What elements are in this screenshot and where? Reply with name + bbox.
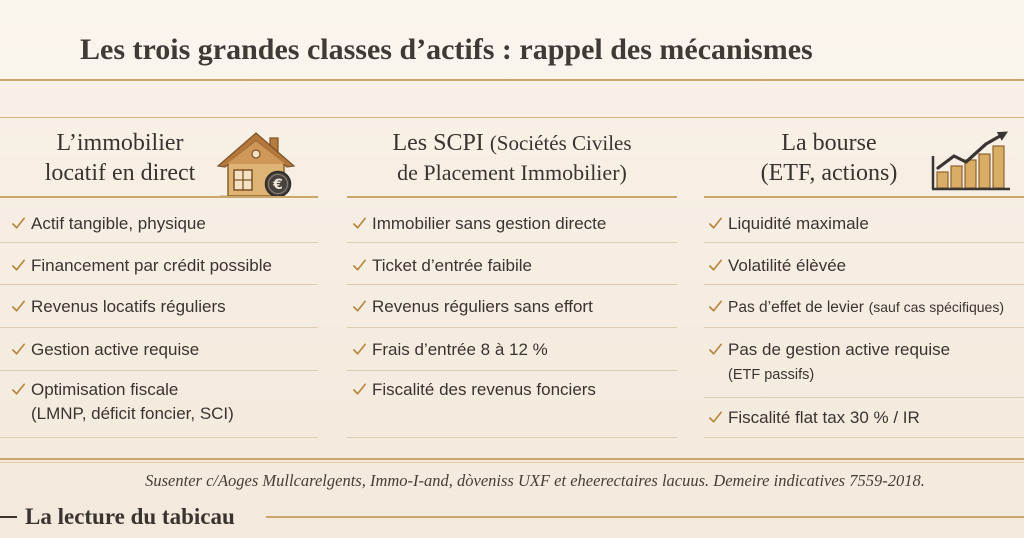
- check-icon: [11, 299, 26, 314]
- list-item: [347, 371, 677, 438]
- item-text: Ticket d’entrée faibile: [372, 256, 533, 275]
- column-heading-line1: [347, 128, 677, 158]
- list-item: [347, 285, 677, 328]
- column-heading-main: Les SCPI: [392, 130, 484, 156]
- item-note: (LMNP, déficit foncier, SCI): [31, 404, 234, 423]
- list-item: [347, 328, 677, 371]
- check-icon: [352, 216, 367, 231]
- section-heading-dash: [0, 516, 17, 518]
- list-item: [704, 243, 1024, 285]
- item-text: Fiscalité flat tax 30 % / IR: [728, 408, 920, 427]
- table-bottom-rule-secondary: [0, 462, 1024, 463]
- check-icon: [708, 258, 723, 273]
- section-heading: La lecture du tabicau: [25, 504, 235, 529]
- check-icon: [708, 216, 723, 231]
- item-text: Volatilité élèvée: [728, 256, 847, 275]
- item-text: Gestion active requise: [31, 340, 200, 359]
- list-item: [347, 200, 677, 243]
- column-heading-line2: de Placement Immobilier): [397, 160, 627, 185]
- column-heading-line2: (ETF, actions): [760, 160, 898, 186]
- check-icon: [352, 258, 367, 273]
- list-item: [0, 243, 318, 285]
- item-text: Pas de gestion active requise: [728, 340, 951, 359]
- check-icon: [352, 299, 367, 314]
- item-text: Frais d’entrée 8 à 12 %: [372, 340, 548, 359]
- item-text: Actif tangible, physique: [31, 214, 206, 233]
- check-icon: [708, 299, 723, 314]
- list-item: [0, 371, 318, 438]
- item-text: Optimisation fiscale: [31, 380, 179, 399]
- check-icon: [352, 342, 367, 357]
- list-item: [0, 200, 318, 243]
- house-euro-icon: [216, 130, 296, 198]
- column-heading-line1: La bourse: [781, 130, 877, 156]
- column-heading: [347, 128, 677, 188]
- column-heading-line1: L’immobilier: [56, 130, 184, 156]
- column-scpi: [347, 118, 677, 440]
- source-footnote: Susenter c/Aoges Mullcarelgents, Immo-I-and, dòveniss UXF et eheerectaires lacuus. Demeire indicatives 7559-2018.: [145, 471, 925, 490]
- column-bourse: [704, 118, 1024, 440]
- list-item: [704, 328, 1024, 398]
- item-text: Revenus réguliers sans effort: [372, 297, 593, 316]
- item-text: Revenus locatifs réguliers: [31, 297, 226, 316]
- list-item: [704, 200, 1024, 243]
- item-text: Liquidité maximale: [728, 214, 869, 233]
- rising-chart-icon: [930, 128, 1012, 192]
- page-title: Les trois grandes classes d’actifs : rappel des mécanismes: [80, 33, 813, 66]
- chart-bar-1: [937, 172, 948, 188]
- item-text: Fiscalité des revenus fonciers: [372, 380, 596, 399]
- list-item: [704, 285, 1024, 328]
- title-rule: [0, 79, 1024, 81]
- column-heading: [704, 128, 954, 188]
- check-icon: [708, 342, 723, 357]
- list-item: [704, 398, 1024, 438]
- column-heading-sub: (Sociétés Civiles: [489, 131, 632, 155]
- item-text: Pas d’effet de levier: [728, 299, 864, 316]
- column-heading-rule: [0, 196, 318, 198]
- table-bottom-rule: [0, 458, 1024, 460]
- item-text: Financement par crédit possible: [31, 256, 272, 275]
- column-heading-rule: [347, 196, 677, 198]
- chart-bar-3: [965, 160, 976, 188]
- list-item: [0, 328, 318, 371]
- item-note: (ETF passifs): [728, 367, 815, 383]
- item-text: Immobilier sans gestion directe: [372, 214, 607, 233]
- check-icon: [11, 342, 26, 357]
- euro-symbol: €: [273, 177, 283, 193]
- check-icon: [11, 216, 26, 231]
- chart-bar-5: [993, 146, 1004, 188]
- column-immobilier-direct: [0, 118, 318, 440]
- check-icon: [11, 258, 26, 273]
- attic-window-shape: [252, 150, 260, 158]
- chart-bar-2: [951, 166, 962, 188]
- list-item: [0, 285, 318, 328]
- item-note: (sauf cas spécifiques): [868, 299, 1004, 315]
- column-heading-line2: locatif en direct: [44, 160, 196, 186]
- check-icon: [11, 382, 26, 397]
- column-heading: [0, 128, 240, 188]
- check-icon: [352, 382, 367, 397]
- section-heading-rule: [266, 516, 1024, 518]
- column-heading-rule: [704, 196, 1024, 198]
- list-item: [347, 243, 677, 285]
- check-icon: [708, 410, 723, 425]
- chart-bar-4: [979, 154, 990, 188]
